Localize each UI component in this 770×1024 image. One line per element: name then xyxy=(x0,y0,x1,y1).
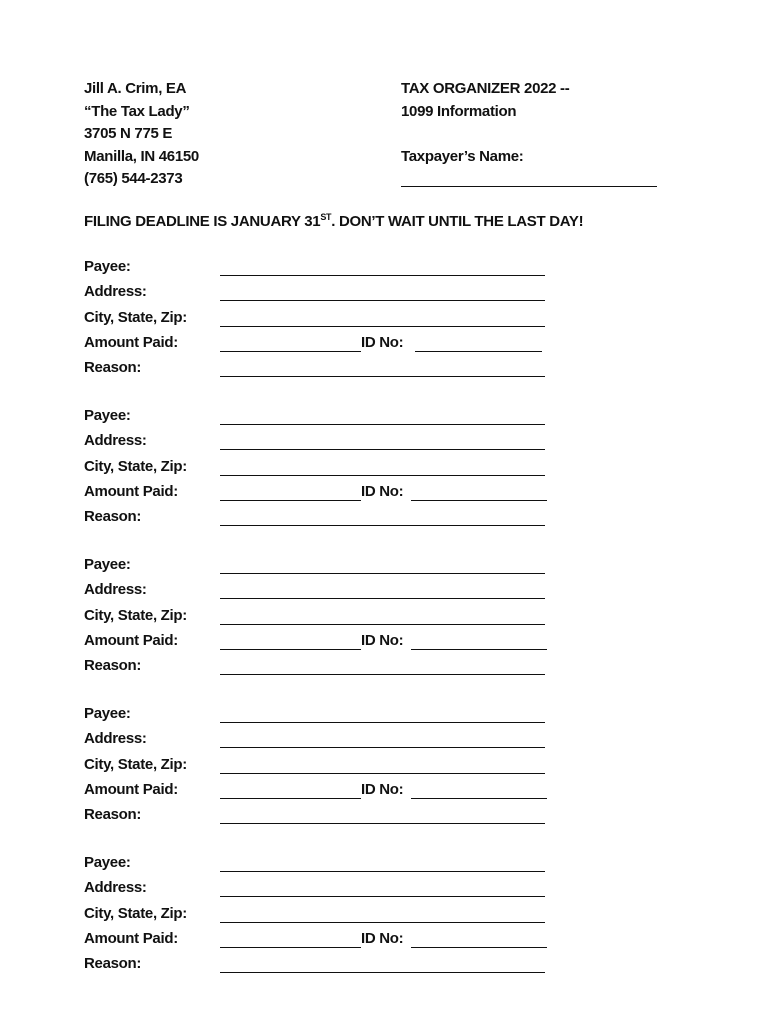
id-no-label: ID No: xyxy=(361,482,404,500)
reason-label: Reason: xyxy=(84,359,142,377)
city-state-zip-row xyxy=(84,456,554,481)
payee-row xyxy=(84,554,554,579)
city-state-zip-row xyxy=(84,605,554,630)
address-label: Address: xyxy=(84,879,147,897)
payee-entry-4 xyxy=(84,703,554,829)
reason-field[interactable] xyxy=(220,360,545,377)
deadline-text: FILING DEADLINE IS JANUARY 31 xyxy=(84,213,321,230)
payee-row xyxy=(84,256,554,281)
id-no-field[interactable] xyxy=(411,931,547,948)
id-no-field[interactable] xyxy=(411,484,547,501)
amount-paid-row xyxy=(84,779,554,804)
reason-row xyxy=(84,506,554,531)
preparer-info xyxy=(84,78,199,191)
taxpayer-name-field[interactable] xyxy=(401,170,657,187)
address-field[interactable] xyxy=(220,433,545,450)
reason-label: Reason: xyxy=(84,955,142,973)
id-no-field[interactable] xyxy=(411,633,547,650)
reason-label: Reason: xyxy=(84,508,142,526)
preparer-phone: (765) 544-2373 xyxy=(84,170,183,187)
payee-label: Payee: xyxy=(84,705,131,722)
address-label: Address: xyxy=(84,730,147,748)
address-label: Address: xyxy=(84,581,147,599)
payee-row xyxy=(84,405,554,430)
city-state-zip-label: City, State, Zip: xyxy=(84,308,187,326)
address-label: Address: xyxy=(84,283,147,301)
reason-row xyxy=(84,357,554,382)
address-label: Address: xyxy=(84,432,147,450)
amount-paid-row xyxy=(84,332,554,357)
payee-entry-5 xyxy=(84,852,554,978)
address-field[interactable] xyxy=(220,731,545,748)
id-no-label: ID No: xyxy=(361,929,404,947)
amount-paid-row xyxy=(84,630,554,655)
reason-row xyxy=(84,804,554,829)
amount-paid-field[interactable] xyxy=(220,484,361,501)
city-state-zip-label: City, State, Zip: xyxy=(84,755,187,773)
amount-paid-field[interactable] xyxy=(220,633,361,650)
city-state-zip-field[interactable] xyxy=(220,608,545,625)
payee-field[interactable] xyxy=(220,706,545,723)
amount-paid-field[interactable] xyxy=(220,335,361,352)
payee-entry-1 xyxy=(84,256,554,382)
amount-paid-field[interactable] xyxy=(220,782,361,799)
address-field[interactable] xyxy=(220,582,545,599)
city-state-zip-row xyxy=(84,307,554,332)
address-field[interactable] xyxy=(220,284,545,301)
payee-entry-3 xyxy=(84,554,554,680)
payee-label: Payee: xyxy=(84,556,131,573)
amount-paid-label: Amount Paid: xyxy=(84,482,178,500)
payee-label: Payee: xyxy=(84,854,131,871)
address-row xyxy=(84,430,554,455)
preparer-name: Jill A. Crim, EA xyxy=(84,80,187,97)
address-row xyxy=(84,877,554,902)
amount-paid-row xyxy=(84,928,554,953)
id-no-field[interactable] xyxy=(411,782,547,799)
reason-field[interactable] xyxy=(220,658,545,675)
reason-row xyxy=(84,953,554,978)
preparer-city: Manilla, IN 46150 xyxy=(84,147,199,165)
payee-entry-2 xyxy=(84,405,554,531)
id-no-label: ID No: xyxy=(361,780,404,798)
city-state-zip-label: City, State, Zip: xyxy=(84,606,187,624)
id-no-field[interactable] xyxy=(415,335,542,352)
city-state-zip-field[interactable] xyxy=(220,459,545,476)
payee-label: Payee: xyxy=(84,407,131,424)
organizer-header xyxy=(401,78,569,168)
preparer-nickname: “The Tax Lady” xyxy=(84,102,190,120)
city-state-zip-field[interactable] xyxy=(220,757,545,774)
preparer-street: 3705 N 775 E xyxy=(84,125,173,142)
amount-paid-label: Amount Paid: xyxy=(84,333,178,351)
amount-paid-row xyxy=(84,481,554,506)
city-state-zip-row xyxy=(84,754,554,779)
city-state-zip-row xyxy=(84,903,554,928)
address-row xyxy=(84,728,554,753)
id-no-label: ID No: xyxy=(361,333,404,351)
payee-row xyxy=(84,852,554,877)
address-row xyxy=(84,579,554,604)
filing-deadline-notice xyxy=(84,211,583,234)
address-row xyxy=(84,281,554,306)
spacer xyxy=(401,123,569,146)
address-field[interactable] xyxy=(220,880,545,897)
payee-row xyxy=(84,703,554,728)
amount-paid-label: Amount Paid: xyxy=(84,929,178,947)
organizer-title: TAX ORGANIZER 2022 -- xyxy=(401,80,570,97)
deadline-warning: . DON’T WAIT UNTIL THE LAST DAY! xyxy=(331,213,584,230)
reason-field[interactable] xyxy=(220,509,545,526)
amount-paid-field[interactable] xyxy=(220,931,361,948)
payee-label: Payee: xyxy=(84,258,131,275)
reason-field[interactable] xyxy=(220,807,545,824)
amount-paid-label: Amount Paid: xyxy=(84,780,178,798)
deadline-superscript: ST xyxy=(320,212,332,222)
city-state-zip-field[interactable] xyxy=(220,906,545,923)
payee-field[interactable] xyxy=(220,557,545,574)
amount-paid-label: Amount Paid: xyxy=(84,631,178,649)
reason-label: Reason: xyxy=(84,657,142,675)
id-no-label: ID No: xyxy=(361,631,404,649)
city-state-zip-label: City, State, Zip: xyxy=(84,904,187,922)
payee-field[interactable] xyxy=(220,855,545,872)
reason-label: Reason: xyxy=(84,806,142,824)
city-state-zip-field[interactable] xyxy=(220,310,545,327)
payee-field[interactable] xyxy=(220,259,545,276)
reason-field[interactable] xyxy=(220,956,545,973)
payee-field[interactable] xyxy=(220,408,545,425)
city-state-zip-label: City, State, Zip: xyxy=(84,457,187,475)
reason-row xyxy=(84,655,554,680)
taxpayer-name-label: Taxpayer’s Name: xyxy=(401,147,524,165)
organizer-subtitle: 1099 Information xyxy=(401,102,517,120)
